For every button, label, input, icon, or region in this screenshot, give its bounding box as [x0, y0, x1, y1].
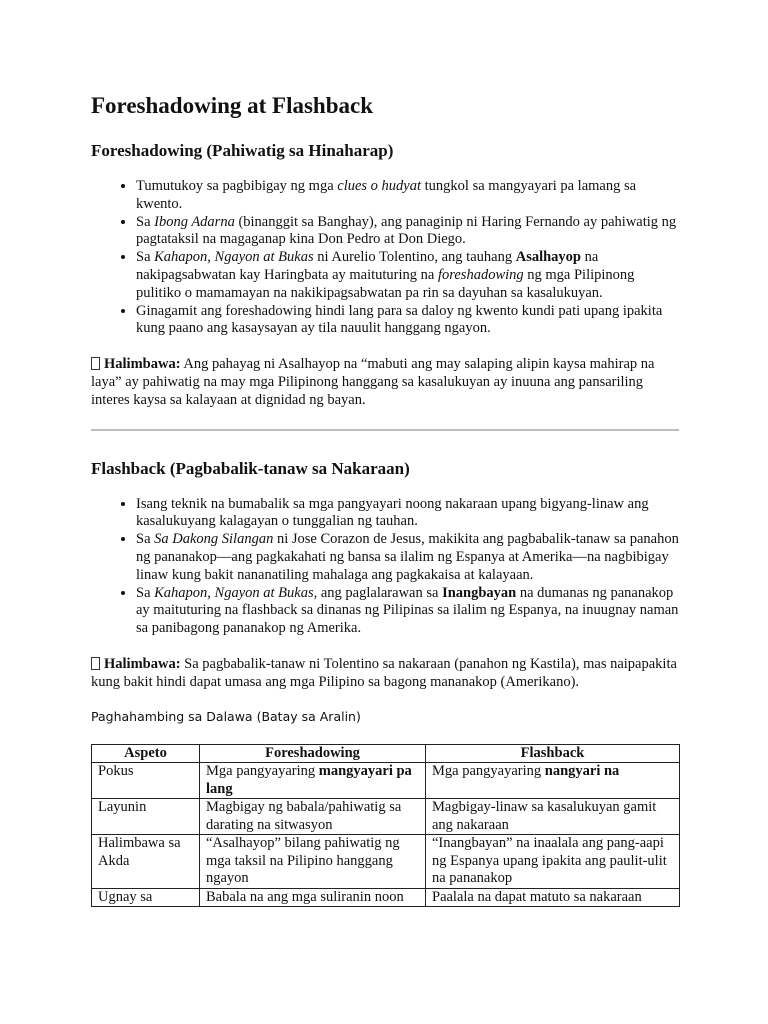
- table-cell: Babala na ang mga suliranin noon: [200, 888, 426, 907]
- table-cell: Ugnay sa: [92, 888, 200, 907]
- table-header-row: [92, 744, 680, 763]
- table-cell: Magbigay ng babala/pahiwatig sa darating na sitwasyon: [200, 799, 426, 835]
- list-item: • Sa Kahapon, Ngayon at Bukas ni Aurelio Tolentino, ang tauhang Asalhayop na nakipagsabwatan kay Haringbata ay maituturing na foreshadowing ng mga Pilipinong pulitiko o mamamayan na nakikipagsabwatan pa rin sa dayuhan sa kasalukuyan.: [136, 249, 679, 302]
- flashback-example: Halimbawa: Sa pagbabalik-tanaw ni Tolentino sa nakaraan (panahon ng Kastila), mas naipapakita kung bakit hindi dapat umasa ang mga Pilipino sa bagong mananakop (Amerikano).: [91, 655, 677, 690]
- header-foreshadowing: Foreshadowing: [200, 744, 426, 763]
- table-caption: Paghahambing sa Dalawa (Batay sa Aralin): [91, 708, 361, 724]
- table-cell: Paalala na dapat matuto sa nakaraan: [426, 888, 680, 907]
- document-content: [91, 92, 679, 907]
- section-heading-foreshadowing: Foreshadowing (Pahiwatig sa Hinaharap): [91, 141, 394, 160]
- list-item: • Sa Sa Dakong Silangan ni Jose Corazon de Jesus, makikita ang pagbabalik-tanaw sa panahon ng pananakop—ang pagkakahati ng bansa sa ilalim ng Espanya at Amerika—na nagbibigay linaw kung bakit nananatiling mahalaga ang pagkakaisa at kalayaan.: [136, 531, 679, 584]
- list-item: • Isang teknik na bumabalik sa mga pangyayari noong nakaraan upang bigyang-linaw ang kasalukuyang kalagayan o tunggalian ng tauhan.: [136, 496, 679, 532]
- table-cell: Pokus: [92, 763, 200, 799]
- header-flashback: Flashback: [426, 744, 680, 763]
- list-item: • Ginagamit ang foreshadowing hindi lang para sa daloy ng kwento kundi pati upang ipakita kung paano ang kasaysayan ay tila nauulit hanggang ngayon.: [136, 303, 679, 339]
- example-icon: [91, 357, 100, 370]
- table-row: [92, 888, 680, 907]
- example-icon: [91, 657, 100, 670]
- flashback-bullet-list: [91, 496, 679, 638]
- table-cell: “Asalhayop” bilang pahiwatig ng mga taksil na Pilipino hanggang ngayon: [200, 835, 426, 889]
- section-heading-flashback: Flashback (Pagbabalik-tanaw sa Nakaraan): [91, 458, 410, 478]
- section-divider: [91, 429, 679, 431]
- table-cell: Layunin: [92, 799, 200, 835]
- comparison-table: [91, 744, 680, 908]
- table-row: [92, 763, 680, 799]
- list-item: • Sa Ibong Adarna (binanggit sa Banghay), ang panaginip ni Haring Fernando ay pahiwatig ng pagtataksil na magaganap kina Don Pedro at Don Diego.: [136, 214, 679, 250]
- header-aspeto: Aspeto: [92, 744, 200, 763]
- page-title: Foreshadowing at Flashback: [91, 93, 374, 118]
- foreshadowing-example: Halimbawa: Ang pahayag ni Asalhayop na “mabuti ang may salaping alipin kaysa mahirap na laya” ay pahiwatig na may mga Pilipinong hanggang sa kasalukuyan ay inuuna ang pansariling interes kaysa sa kalayaan at dignidad ng bayan.: [91, 356, 655, 408]
- table-cell: Mga pangyayaring nangyari na: [426, 763, 680, 799]
- table-row: [92, 835, 680, 889]
- foreshadowing-bullet-list: [91, 178, 679, 338]
- list-item: • Sa Kahapon, Ngayon at Bukas, ang paglalarawan sa Inangbayan na dumanas ng pananakop ay maituturing na flashback sa dinanas ng Pilipinas sa ilalim ng Espanya, na inuugnay naman sa panibagong pananakop ng Amerika.: [136, 585, 679, 638]
- table-cell: Mga pangyayaring mangyayari pa lang: [200, 763, 426, 799]
- table-cell: Halimbawa sa Akda: [92, 835, 200, 889]
- list-item: • Tumutukoy sa pagbibigay ng mga clues o hudyat tungkol sa mangyayari pa lamang sa kwento.: [136, 178, 679, 214]
- table-cell: “Inangbayan” na inaalala ang pang-aapi ng Espanya upang ipakita ang paulit-ulit na pananakop: [426, 835, 680, 889]
- table-cell: Magbigay-linaw sa kasalukuyan gamit ang nakaraan: [426, 799, 680, 835]
- table-row: [92, 799, 680, 835]
